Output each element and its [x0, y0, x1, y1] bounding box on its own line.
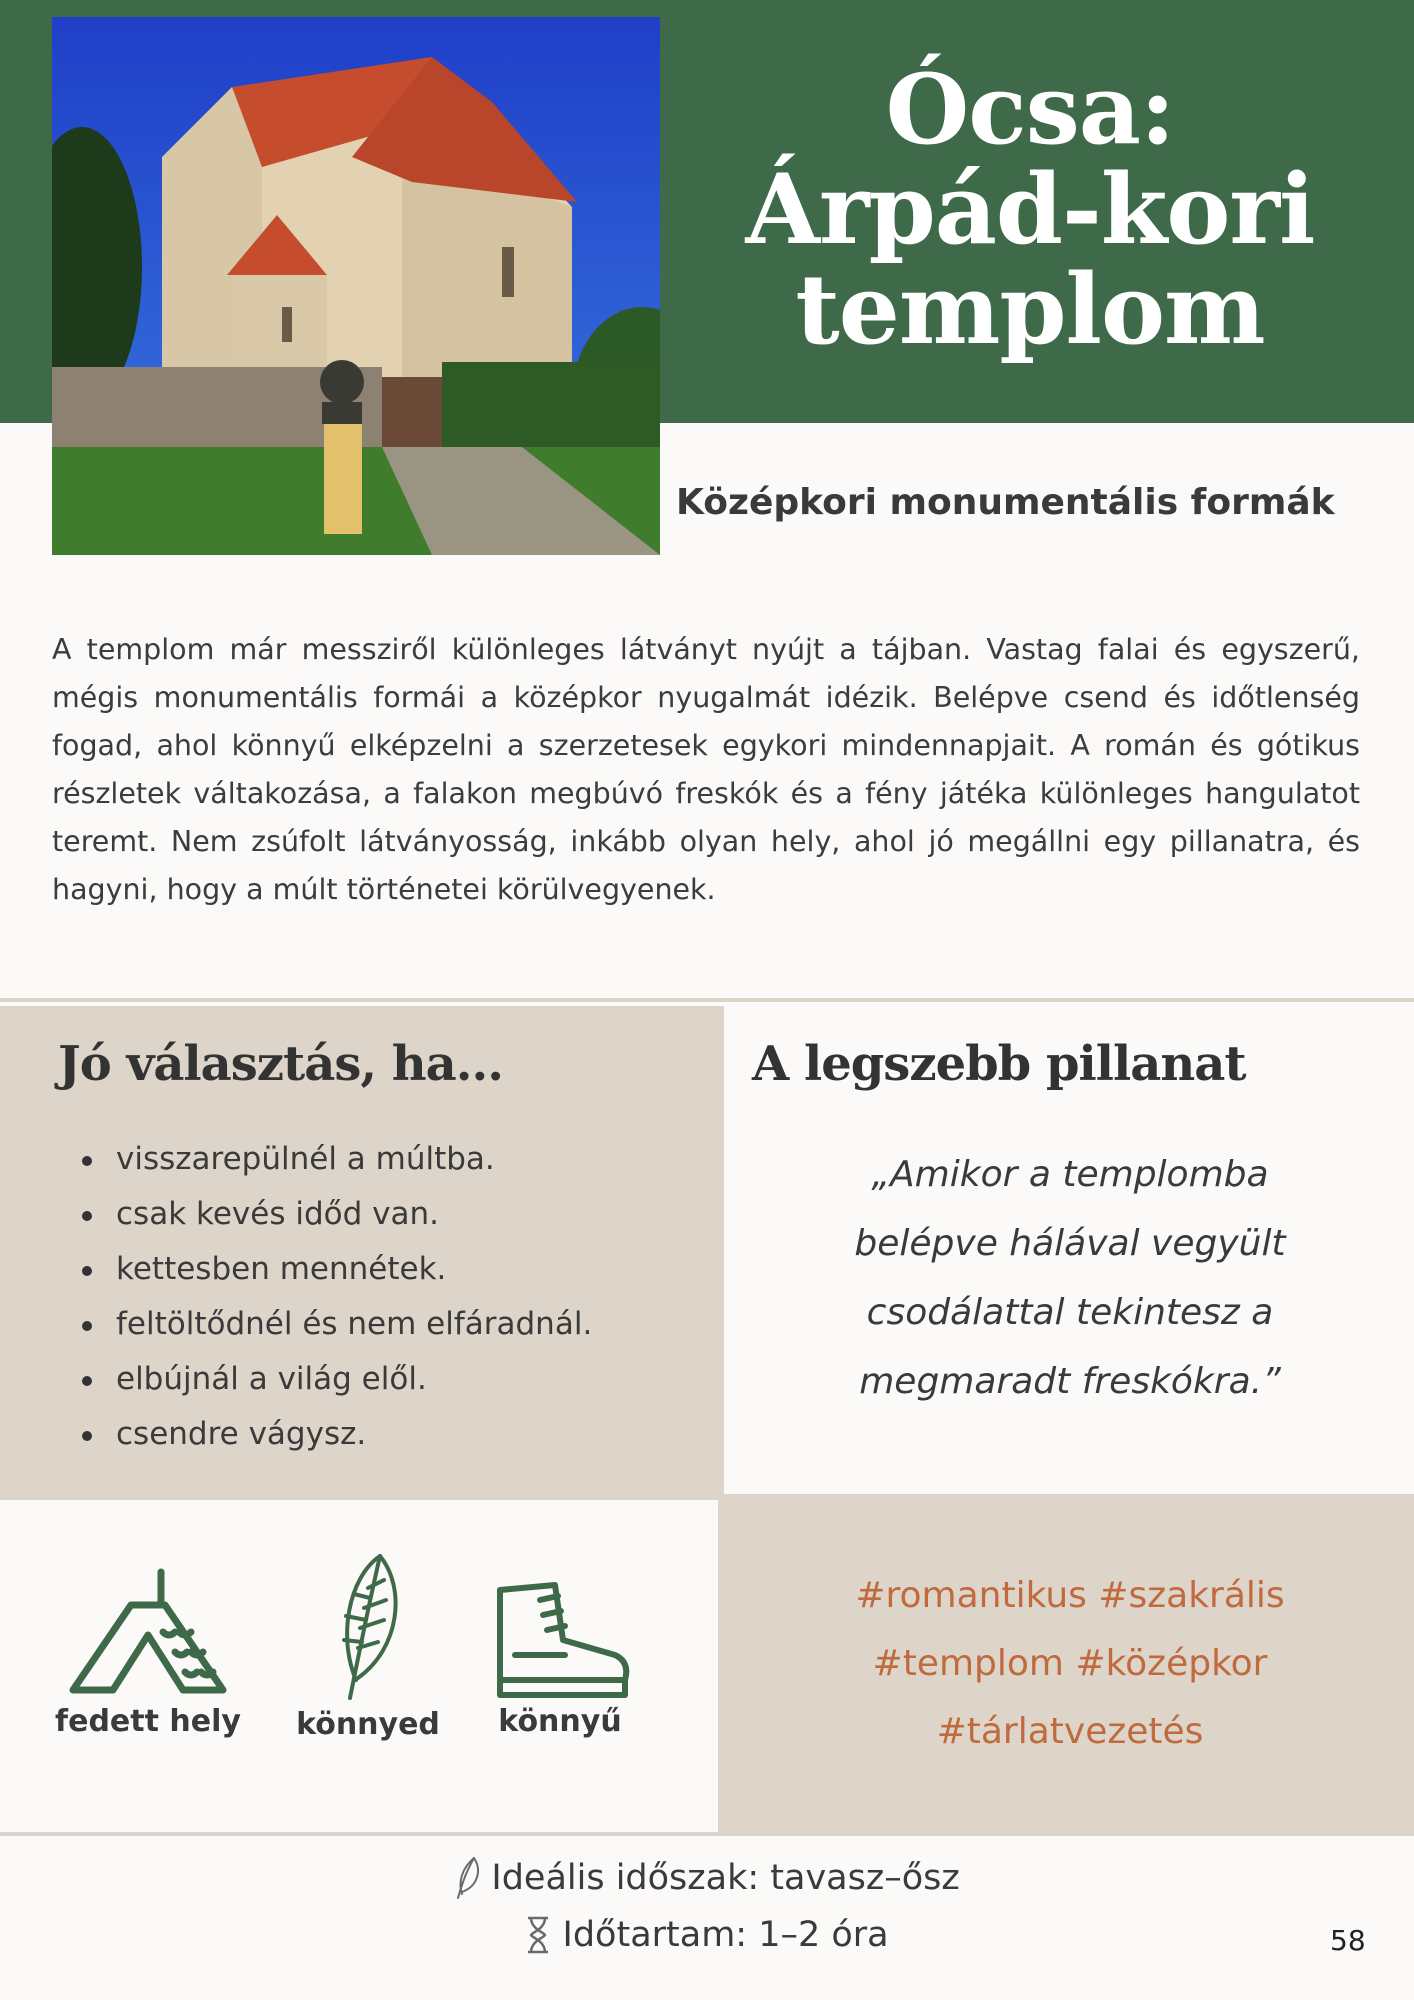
feature-label: fedett hely	[55, 1704, 241, 1739]
quote-line: megmaradt freskókra.”	[859, 1361, 1281, 1402]
ideal-period-row	[0, 1856, 1414, 1900]
feature-easy	[460, 1570, 660, 1739]
feature-covered	[48, 1560, 248, 1739]
divider	[0, 998, 1414, 1002]
page-number: 58	[1330, 1924, 1366, 1957]
page-title	[700, 53, 1360, 366]
good-choice-heading: Jó választás, ha...	[58, 1036, 503, 1092]
tag-line: #templom #középkor	[872, 1643, 1268, 1684]
list-item: feltöltődnél és nem elfáradnál.	[78, 1297, 592, 1352]
tag-line: #tárlatvezetés	[936, 1711, 1204, 1752]
duration-row	[0, 1914, 1414, 1955]
duration-text: Időtartam: 1–2 óra	[562, 1915, 889, 1955]
covered-place-icon	[63, 1560, 233, 1700]
ideal-period-text: Ideális időszak: tavasz–ősz	[491, 1858, 960, 1898]
feature-icon	[328, 1548, 408, 1703]
hashtags	[760, 1562, 1380, 1766]
feature-label: könnyed	[296, 1707, 440, 1742]
feature-label: könnyű	[498, 1704, 622, 1739]
list-item: csak kevés időd van.	[78, 1187, 592, 1242]
tag-line: #romantikus #szakrális	[855, 1575, 1285, 1616]
feature-light	[268, 1548, 468, 1742]
title-line-3: templom	[795, 253, 1265, 366]
subtitle: Középkori monumentális formák	[676, 482, 1335, 523]
feather-icon	[454, 1856, 480, 1900]
list-item: csendre vágysz.	[78, 1407, 592, 1462]
quote-line: „Amikor a templomba	[871, 1154, 1269, 1195]
hiking-boot-icon	[485, 1570, 635, 1700]
good-choice-list	[78, 1132, 592, 1462]
quote-line: belépve hálával vegyült	[854, 1223, 1286, 1264]
list-item: elbújnál a világ elől.	[78, 1352, 592, 1407]
description-paragraph: A templom már messziről különleges látványt nyújt a tájban. Vastag falai és egyszerű, mégis monumentális formái a középkor nyugalmát idézik. Belépve csend és időtlenség fogad, ahol könnyű elképzelni a szerzetesek egykori mindennapjait. A román és gótikus részletek váltakozása, a falakon megbúvó freskók és a fény játéka különleges hangulatot teremt. Nem zsúfolt látványosság, inkább olyan hely, ahol jó megállni egy pillanatra, és hagyni, hogy a múlt történetei körülvegyenek.	[52, 633, 1360, 906]
list-item: kettesben mennétek.	[78, 1242, 592, 1297]
church-photo	[52, 17, 660, 555]
hourglass-icon	[525, 1915, 551, 1955]
list-item: visszarepülnél a múltba.	[78, 1132, 592, 1187]
best-moment-heading: A legszebb pillanat	[752, 1036, 1246, 1092]
quote-line: csodálattal tekintesz a	[866, 1292, 1274, 1333]
footer-divider	[0, 1832, 1414, 1836]
best-moment-quote	[790, 1140, 1350, 1416]
title-line-1: Ócsa:	[885, 53, 1175, 166]
title-line-2: Árpád-kori	[745, 153, 1315, 266]
